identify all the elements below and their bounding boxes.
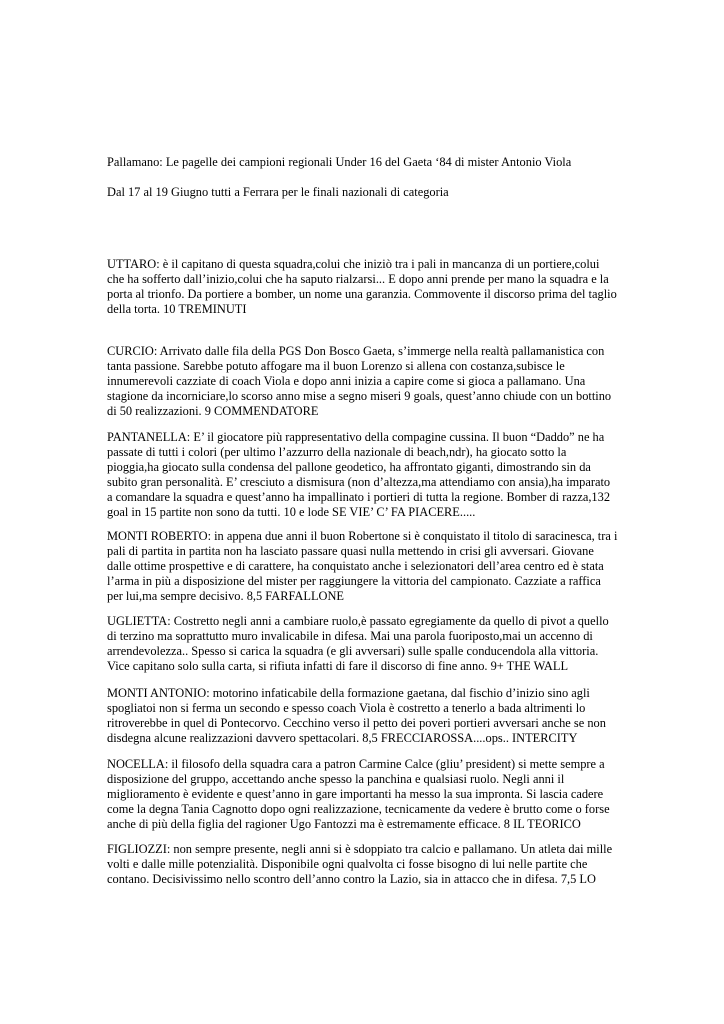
paragraph-line: della torta. 10 TREMINUTI (107, 302, 247, 316)
paragraph-line: UTTARO: è il capitano di questa squadra,colui che iniziò tra i pali in mancanza di un portiere,colui (107, 257, 600, 271)
paragraph-line: pioggia,ha giocato sulla condensa del pallone geodetico, ha affrontato giganti, dimostrando sin da (107, 460, 591, 474)
paragraph-line: pali di partita in partita non ha lasciato passare quasi nulla mettendo in crisi gli avversari. Giovane (107, 544, 594, 558)
paragraph-line: l’arma in più a disposizione del mister per raggiungere la vittoria del campionato. Cazziate a raffica (107, 574, 601, 588)
paragraph-line: innumerevoli cazziate di coach Viola e dopo anni inizia a capire come si gioca a pallamano. Una (107, 374, 586, 388)
paragraph-line: PANTANELLA: E’ il giocatore più rappresentativo della compagine cussina. Il buon “Daddo” ne ha (107, 430, 605, 444)
paragraph-line: disposizione del gruppo, accettando anche spesso la panchina e qualsiasi ruolo. Negli anni il (107, 772, 565, 786)
paragraph-line: porta al trionfo. Da portiere a bomber, un nome una garanzia. Commovente il discorso prima del taglio (107, 287, 617, 301)
paragraph-line: Vice capitano solo sulla carta, si rifiuta infatti di fare il discorso di fine anno. 9+ THE WALL (107, 659, 569, 673)
paragraph-line: MONTI ANTONIO: motorino infaticabile della formazione gaetana, dal fischio d’inizio sino agli (107, 686, 590, 700)
paragraph-line: miglioramento è evidente e quest’anno in gare importanti ha messo la sua impronta. Si lascia cadere (107, 787, 604, 801)
paragraph-line: tanta passione. Sarebbe potuto affogare ma il buon Lorenzo si allena con costanza,subisce le (107, 359, 565, 373)
paragraph-line: passate di tutti i colori (per ultimo l’azzurro della nazionale di beach,ndr), ha giocato sotto la (107, 445, 567, 459)
paragraph-line: UGLIETTA: Costretto negli anni a cambiare ruolo,è passato egregiamente da quello di pivot a quello (107, 614, 609, 628)
paragraph-line: a comandare la squadra e quest’anno ha impallinato i portieri di tutta la regione. Bomber di razza,132 (107, 490, 611, 504)
paragraph-line: stagione da incorniciare,lo scorso anno mise a segno miseri 9 goals, quest’anno chiude con un bottino (107, 389, 612, 403)
paragraph-line: come la degna Tania Cagnotto dopo ogni realizzazione, tecnicamente da vedere è brutto come o forse (107, 802, 610, 816)
paragraph-line: anche di più della figlia del ragioner Ugo Fantozzi ma è estremamente efficace. 8 IL TEORICO (107, 817, 581, 831)
article-subtitle: Dal 17 al 19 Giugno tutti a Ferrara per le finali nazionali di categoria (107, 185, 449, 199)
paragraph-line: CURCIO: Arrivato dalle fila della PGS Don Bosco Gaeta, s’immerge nella realtà pallamanistica con (107, 344, 605, 358)
paragraph-line: goal in 15 partite non sono da tutti. 10 e lode SE VIE’ C’ FA PIACERE..... (107, 505, 476, 519)
paragraph-line: spogliatoi non si ferma un secondo e spesso coach Viola è costretto a tenerlo a bada altrimenti lo (107, 701, 586, 715)
paragraph-line: volti e dalle mille potenzialità. Disponibile ogni qualvolta ci fosse bisogno di lui nelle partite che (107, 857, 588, 871)
paragraph-line: di 50 realizzazioni. 9 COMMENDATORE (107, 404, 319, 418)
paragraph-line: che ha sofferto dall’inizio,colui che ha saputo rialzarsi... E dopo anni prende per mano la squadra e la (107, 272, 609, 286)
paragraph-line: FIGLIOZZI: non sempre presente, negli anni si è sdoppiato tra calcio e pallamano. Un atleta dai mille (107, 842, 613, 856)
article-title: Pallamano: Le pagelle dei campioni regionali Under 16 del Gaeta ‘84 di mister Antonio Viola (107, 155, 572, 169)
paragraph-line: NOCELLA: il filosofo della squadra cara a patron Carmine Calce (gliu’ president) si mette sempre a (107, 757, 605, 771)
paragraph-line: arrendevolezza.. Spesso si carica la squadra (e gli avversari) sulle spalle conducendola alla vittoria. (107, 644, 599, 658)
paragraph-line: contano. Decisivissimo nello scontro dell’anno contro la Lazio, sia in attacco che in difesa. 7,5 LO (107, 872, 596, 886)
paragraph-line: disdegna alcune realizzazioni davvero spettacolari. 8,5 FRECCIAROSSA....ops.. INTERCITY (107, 731, 578, 745)
paragraph-line: di terzino ma soprattutto muro invalicabile in difesa. Mai una parola fuoriposto,mai un accenno di (107, 629, 593, 643)
paragraph-line: per lui,ma sempre decisivo. 8,5 FARFALLONE (107, 589, 344, 603)
paragraph-line: MONTI ROBERTO: in appena due anni il buon Robertone si è conquistato il titolo di saracinesca, tra i (107, 529, 618, 543)
paragraph-line: dalle ottime prospettive e di carattere, ha conquistato anche i selezionatori dell’area centro ed è stata (107, 559, 604, 573)
paragraph-line: ritroverebbe in quel di Pontecorvo. Cecchino verso il petto dei poveri portieri avversari anche se non (107, 716, 606, 730)
paragraph-line: subito gran personalità. E’ cresciuto a dismisura (non d’altezza,ma attendiamo con ansia),ha imparato (107, 475, 611, 489)
